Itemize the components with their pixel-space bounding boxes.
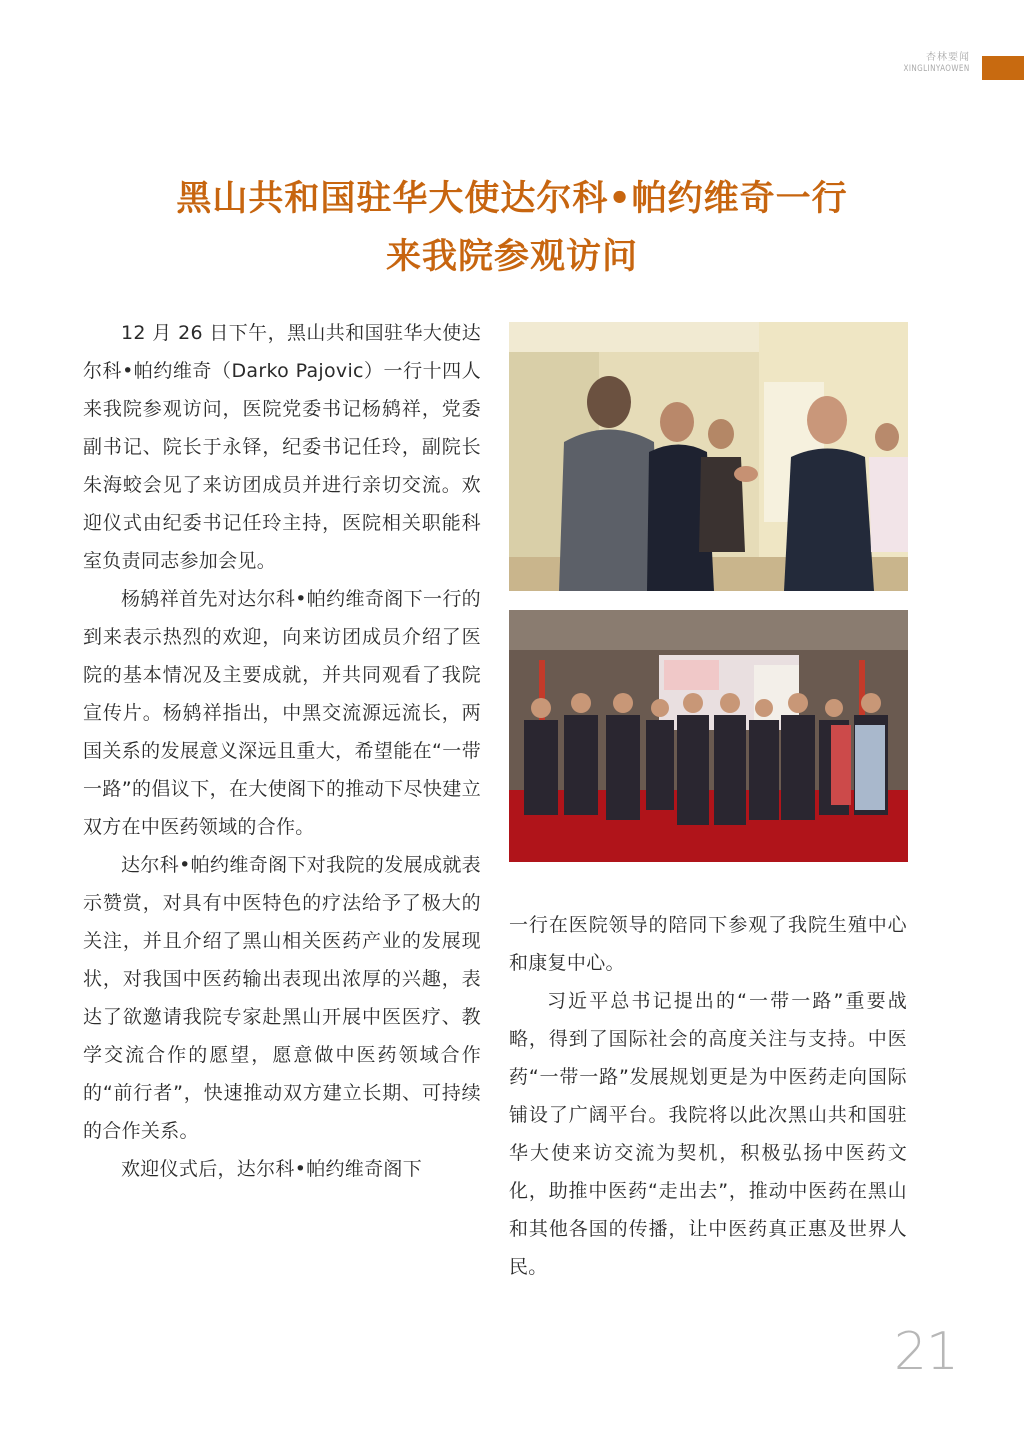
handshake-photo	[509, 322, 908, 591]
page-number: 21	[893, 1322, 958, 1382]
title-line-1: 黑山共和国驻华大使达尔科•帕约维奇一行	[176, 178, 848, 219]
section-name-zh: 杏林要闻	[926, 52, 970, 63]
paragraph: 一行在医院领导的陪同下参观了我院生殖中心和康复中心。	[509, 914, 907, 974]
group-photo	[509, 610, 908, 862]
paragraph: 习近平总书记提出的“一带一路”重要战略，得到了国际社会的高度关注与支持。中医药“一带一路”发展规划更是为中医药走向国际铺设了广阔平台。我院将以此次黑山共和国驻华大使来访交流为契机，积极弘扬中医药文化，助推中医药“走出去”，推动中医药在黑山和其他各国的传播，让中医药真正惠及世界人民。	[509, 990, 907, 1278]
paragraph: 杨鸫祥首先对达尔科•帕约维奇阁下一行的到来表示热烈的欢迎，向来访团成员介绍了医院的基本情况及主要成就，并共同观看了我院宣传片。杨鸫祥指出，中黑交流源远流长，两国关系的发展意义深远且重大，希望能在“一带一路”的倡议下，在大使阁下的推动下尽快建立双方在中医药领域的合作。	[83, 588, 481, 838]
paragraph: 达尔科•帕约维奇阁下对我院的发展成就表示赞赏，对具有中医特色的疗法给予了极大的关注，并且介绍了黑山相关医药产业的发展现状，对我国中医药输出表现出浓厚的兴趣，表达了欲邀请我院专家赴黑山开展中医医疗、教学交流合作的愿望，愿意做中医药领域合作的“前行者”，快速推动双方建立长期、可持续的合作关系。	[83, 854, 481, 1142]
group-photo-illustration	[509, 610, 908, 862]
handshake-photo-illustration	[509, 322, 908, 591]
paragraph: 12 月 26 日下午，黑山共和国驻华大使达尔科•帕约维奇（Darko Pajovic）一行十四人来我院参观访问，医院党委书记杨鸫祥，党委副书记、院长于永铎，纪委书记任玲，副院长朱海蛟会见了来访团成员并进行亲切交流。欢迎仪式由纪委书记任玲主持，医院相关职能科室负责同志参加会见。	[83, 322, 481, 572]
section-color-bar	[982, 56, 1024, 80]
paragraph: 欢迎仪式后，达尔科•帕约维奇阁下	[121, 1158, 423, 1180]
left-column	[83, 314, 481, 1188]
right-column	[509, 906, 907, 1286]
section-name-en: XINGLINYAOWEN	[903, 63, 970, 74]
article-title	[0, 170, 1024, 286]
title-line-2: 来我院参观访问	[385, 236, 638, 277]
section-header	[887, 52, 970, 74]
